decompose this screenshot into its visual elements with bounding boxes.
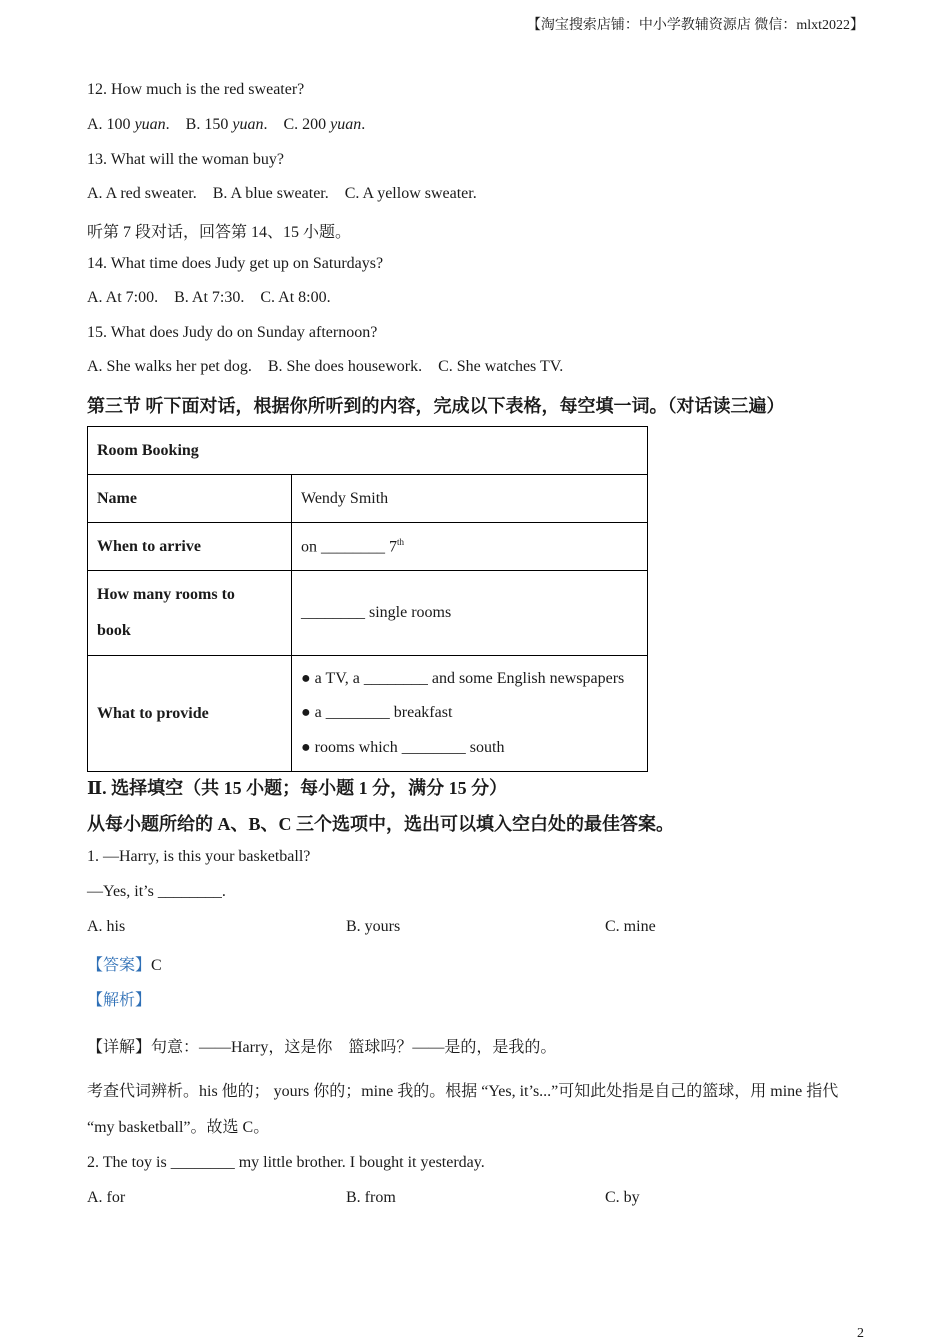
arrive-label: When to arrive — [88, 523, 292, 571]
question-15-options: A. She walks her pet dog. B. She does housework. C. She watches TV. — [87, 358, 564, 375]
rooms-value: ________ single rooms — [292, 571, 648, 656]
explanation-paragraph: 考查代词辨析。his 他的； yours 你的；mine 我的。根据 “Yes, it’s...”可知此处指是自己的篮球，用 mine 指代 “my basketball”。故选 C。 — [87, 1083, 839, 1136]
question-2: 2. The toy is ________ my little brother. I bought it yesterday. — [87, 1154, 485, 1171]
section-3-title: 第三节 听下面对话，根据你所听到的内容，完成以下表格，每空填一词。（对话读三遍） — [87, 396, 785, 416]
option-a: A. his — [87, 918, 126, 935]
name-label: Name — [88, 475, 292, 523]
question-1-line-1: 1. —Harry, is this your basketball? — [87, 848, 311, 865]
question-14: 14. What time does Judy get up on Saturdays? — [87, 255, 384, 272]
question-14-options: A. At 7:00. B. At 7:30. C. At 8:00. — [87, 289, 331, 306]
answer-line — [87, 952, 162, 975]
question-13-options: A. A red sweater. B. A blue sweater. C. A yellow sweater. — [87, 185, 477, 202]
provide-item: ● a ________ breakfast — [301, 704, 453, 722]
answer-tag: 【答案】 — [87, 957, 152, 974]
page-number: 2 — [857, 1326, 864, 1341]
rooms-label: How many rooms to book — [88, 571, 292, 656]
part-2-instruction: 从每小题所给的 A、B、C 三个选项中，选出可以填入空白处的最佳答案。 — [87, 814, 675, 834]
question-1-line-2: —Yes, it’s ________. — [87, 883, 226, 900]
table-title: Room Booking — [88, 427, 648, 475]
name-value: Wendy Smith — [292, 475, 648, 523]
option-c: C. mine — [605, 918, 656, 935]
option-b: B. from — [346, 1189, 396, 1206]
provide-label: What to provide — [88, 656, 292, 772]
question-15: 15. What does Judy do on Sunday afternoon? — [87, 324, 378, 341]
instruction-dialogue-7: 听第 7 段对话，回答第 14、15 小题。 — [87, 224, 352, 241]
provide-list — [292, 656, 648, 772]
page-header: 【淘宝搜索店铺：中小学教辅资源店 微信：mlxt2022】 — [526, 18, 864, 33]
option-c: C. by — [605, 1189, 640, 1206]
option-a: A. for — [87, 1189, 126, 1206]
room-booking-table — [87, 426, 648, 772]
question-12-options: A. 100 yuan. B. 150 yuan. C. 200 yuan. — [87, 116, 366, 133]
part-2-title: Ⅱ. 选择填空（共 15 小题；每小题 1 分，满分 15 分） — [87, 778, 508, 798]
arrive-value: on ________ 7th — [292, 523, 648, 571]
detail-line: 【详解】句意：——Harry，这是你 篮球吗？——是的，是我的。 — [87, 1039, 557, 1056]
analysis-tag: 【解析】 — [87, 992, 152, 1009]
provide-item: ● a TV, a ________ and some English newspapers — [301, 669, 625, 687]
question-13: 13. What will the woman buy? — [87, 151, 284, 168]
question-12: 12. How much is the red sweater? — [87, 81, 305, 98]
option-b: B. yours — [346, 918, 401, 935]
answer-value: C — [151, 957, 162, 974]
provide-item: ● rooms which ________ south — [301, 738, 505, 756]
